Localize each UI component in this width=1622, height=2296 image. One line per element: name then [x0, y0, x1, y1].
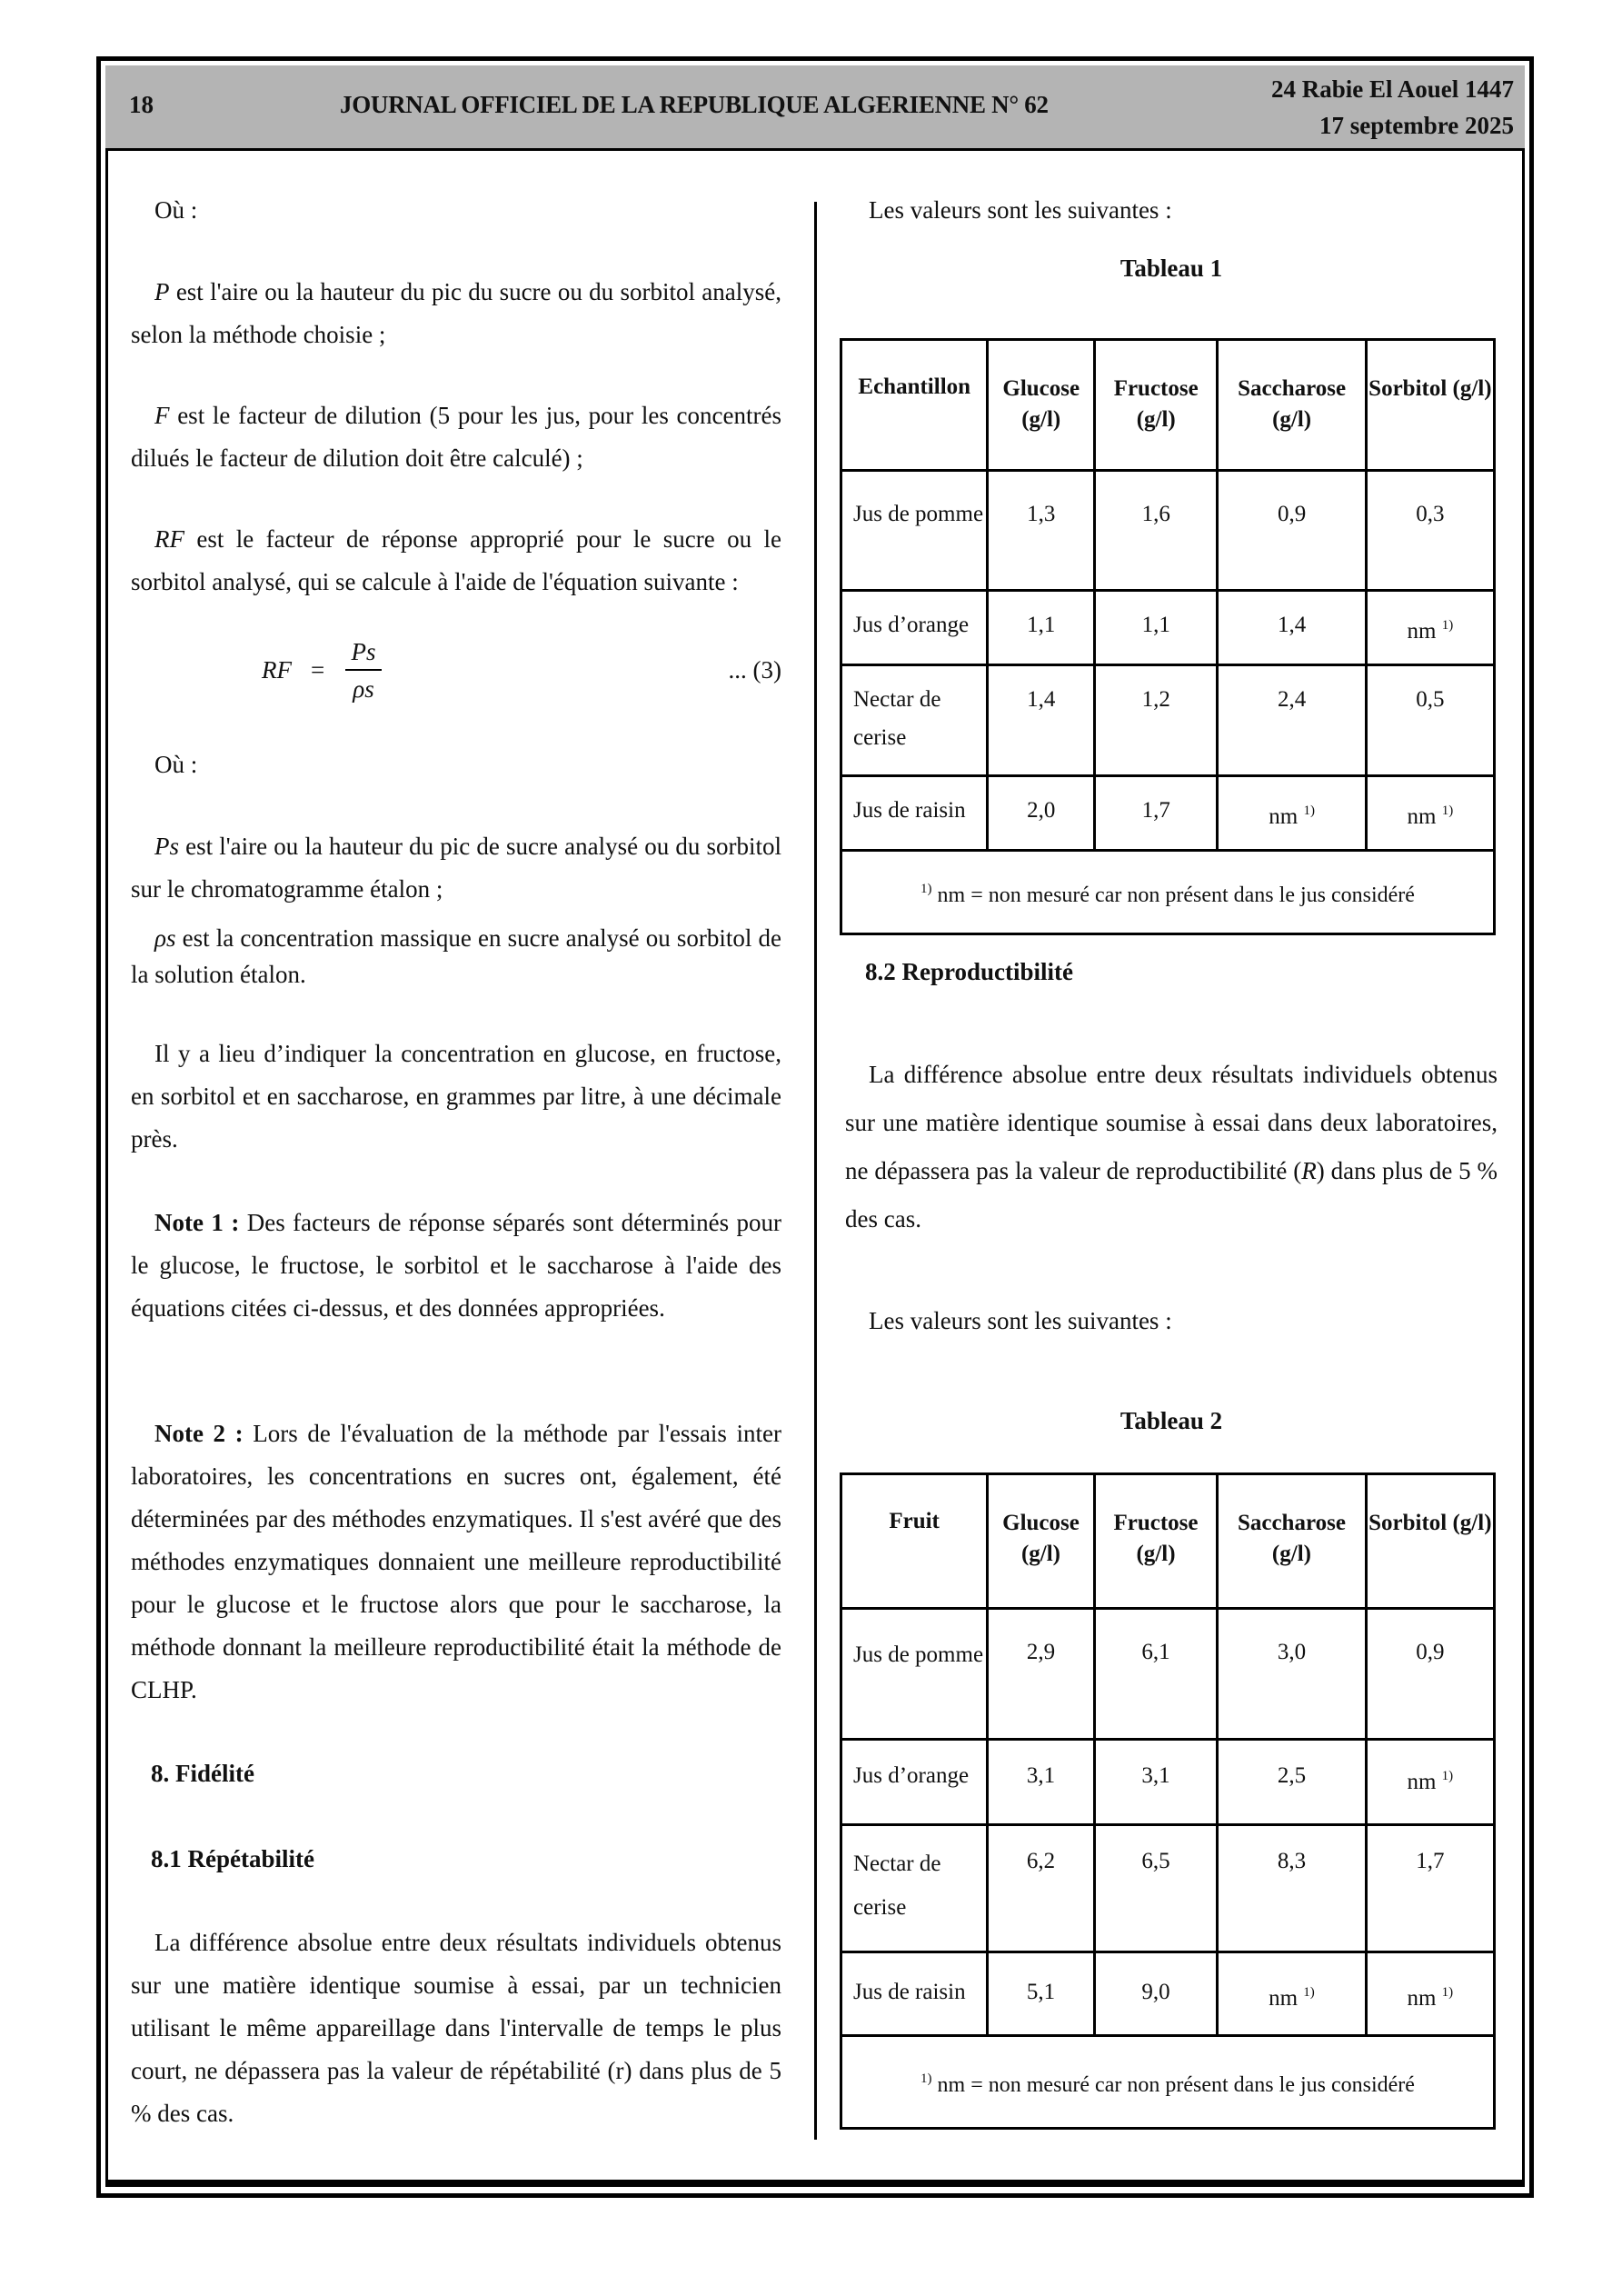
formula-denominator: ρs: [353, 675, 374, 703]
formula-rf: [131, 636, 781, 718]
table-footnote: $^{1)}$ nm = non mesuré car non présent dans le jus considéré: [841, 851, 1495, 934]
cell: 0,3: [1366, 471, 1494, 591]
journal-title: JOURNAL OFFICIEL DE LA REPUBLIQUE ALGERIENNE N° 62: [340, 91, 1049, 118]
row-label: Jus de pomme: [841, 471, 988, 591]
table-row: [841, 665, 1495, 776]
values-intro-1: Les valeurs sont les suivantes :: [869, 196, 1172, 224]
date-hijri: 24 Rabie El Aouel 1447: [1270, 75, 1514, 103]
note-1-label: Note 1 :: [154, 1209, 240, 1236]
cell: nm $^{1)}$: [1366, 591, 1494, 665]
row-label: Nectar de cerise: [841, 1825, 988, 1952]
row-label: Jus d’orange: [841, 591, 988, 665]
cell: 0,9: [1366, 1609, 1494, 1740]
table-row: [841, 776, 1495, 851]
column-header: Fructose (g/l): [1095, 340, 1218, 471]
footnote-mark: 1): [1441, 804, 1454, 818]
cell: 3,1: [988, 1740, 1095, 1825]
var-f: F: [154, 402, 170, 429]
note-2-label: Note 2 :: [154, 1420, 244, 1447]
cell: 1,4: [988, 665, 1095, 776]
table-1-title: Tableau 1: [1119, 255, 1223, 282]
cell: 6,2: [988, 1825, 1095, 1952]
footnote-mark: 1): [1441, 1769, 1454, 1783]
var-r: R: [1301, 1157, 1317, 1184]
var-rhos: ρs: [154, 924, 176, 952]
section-heading-8-2: 8.2 Reproductibilité: [865, 958, 1073, 985]
table-row: [841, 1609, 1495, 1740]
row-label: Jus d’orange: [841, 1740, 988, 1825]
column-header: Sorbitol (g/l): [1366, 340, 1494, 471]
cell: 1,1: [988, 591, 1095, 665]
definition-ps: Ps est l'aire ou la hauteur du pic de sucre analysé ou du sorbitol sur le chromatogramme étalon ;: [131, 833, 781, 903]
row-label: Nectar de cerise: [841, 665, 988, 776]
cell: 1,3: [988, 471, 1095, 591]
cell: 8,3: [1218, 1825, 1366, 1952]
table-row: [841, 1825, 1495, 1952]
ou-label-1: Où :: [154, 196, 198, 224]
table-2-footnote-row: [841, 2036, 1495, 2129]
definition-f: F est le facteur de dilution (5 pour les jus, pour les concentrés dilués le facteur de dilution doit être calculé) ;: [131, 402, 781, 472]
journal-header: [105, 65, 1525, 151]
section-heading-8-1: 8.1 Répétabilité: [151, 1845, 314, 1872]
cell: nm $^{1)}$: [1366, 1740, 1494, 1825]
column-divider: [814, 202, 817, 2140]
table-2: [840, 1472, 1496, 2130]
formula-numerator: Ps: [351, 638, 376, 665]
cell: 0,5: [1366, 665, 1494, 776]
formula-fraction: [345, 636, 382, 705]
definition-rf: RF est le facteur de réponse approprié pour le sucre ou le sorbitol analysé, qui se calcule à l'aide de l'équation suivante :: [131, 525, 781, 595]
footnote-mark: 1): [1303, 804, 1315, 818]
definition-p: P est l'aire ou la hauteur du pic du sucre ou du sorbitol analysé, selon la méthode choisie ;: [131, 278, 781, 348]
cell: 1,1: [1095, 591, 1218, 665]
column-header: Saccharose (g/l): [1218, 340, 1366, 471]
note-2: Note 2 : Lors de l'évaluation de la méthode par l'essais inter laboratoires, les concentrations en sucres ont, également, été déterminées par des méthodes enzymatiques. Il s'est avéré que des méthodes enzymatiques donnaient une meilleure reproductibilité pour le glucose et le fructose alors que pour le saccharose, la méthode donnant la meilleure reproductibilité était la méthode de CLHP.: [131, 1420, 781, 1703]
indication-paragraph: Il y a lieu d’indiquer la concentration en glucose, en fructose, en sorbitol et en saccharose, en grammes par litre, à une décimale près.: [131, 1040, 781, 1153]
footnote-mark: 1): [1303, 1985, 1315, 2000]
var-rf: RF: [154, 525, 184, 553]
fraction-bar: [345, 669, 382, 671]
date-gregorian: 17 septembre 2025: [1319, 112, 1514, 139]
footnote-mark: 1): [1441, 1985, 1454, 2000]
table-row: [841, 471, 1495, 591]
table-row: [841, 1952, 1495, 2036]
column-header: Glucose (g/l): [988, 1474, 1095, 1609]
formula-equals: =: [311, 656, 325, 684]
cell: 2,0: [988, 776, 1095, 851]
cell: 6,1: [1094, 1609, 1217, 1740]
equation-number: ... (3): [728, 656, 781, 684]
cell: 2,9: [988, 1609, 1095, 1740]
values-intro-2: Les valeurs sont les suivantes :: [869, 1307, 1172, 1334]
cell: 3,1: [1094, 1740, 1217, 1825]
reproducibility-paragraph: La différence absolue entre deux résultats individuels obtenus sur une matière identique soumise à essai dans deux laboratoires, ne dépassera pas la valeur de reproductibilité (R) dans plus de 5 % des cas.: [845, 1061, 1498, 1233]
column-header: Echantillon: [841, 340, 988, 471]
var-p: P: [154, 278, 170, 305]
section-heading-8: 8. Fidélité: [151, 1760, 254, 1787]
cell: 5,1: [988, 1952, 1095, 2036]
cell: 2,4: [1218, 665, 1366, 776]
column-header: Fructose (g/l): [1094, 1474, 1217, 1609]
cell: 6,5: [1094, 1825, 1217, 1952]
formula-lhs: RF: [262, 656, 292, 684]
cell: nm $^{1)}$: [1218, 776, 1366, 851]
cell: nm $^{1)}$: [1218, 1952, 1366, 2036]
cell: 1,4: [1218, 591, 1366, 665]
var-ps: Ps: [154, 833, 179, 860]
column-header: Glucose (g/l): [988, 340, 1095, 471]
footnote-mark: 1): [1441, 618, 1454, 633]
cell: nm $^{1)}$: [1366, 776, 1494, 851]
column-header: Saccharose (g/l): [1218, 1474, 1366, 1609]
cell: 0,9: [1218, 471, 1366, 591]
cell: 1,2: [1095, 665, 1218, 776]
cell: 1,6: [1095, 471, 1218, 591]
table-row: [841, 1740, 1495, 1825]
cell: 1,7: [1095, 776, 1218, 851]
cell: 9,0: [1094, 1952, 1217, 2036]
cell: 2,5: [1218, 1740, 1366, 1825]
cell: 1,7: [1366, 1825, 1494, 1952]
page-bottom-rule: [105, 2180, 1525, 2185]
column-header: Sorbitol (g/l): [1366, 1474, 1494, 1609]
cell: 3,0: [1218, 1609, 1366, 1740]
table-1-header-row: [841, 340, 1495, 471]
table-2-header-row: [841, 1474, 1495, 1609]
cell: nm $^{1)}$: [1366, 1952, 1494, 2036]
repeatability-paragraph: La différence absolue entre deux résultats individuels obtenus sur une matière identique soumise à essai, par un technicien utilisant le même appareillage dans l'intervalle de temps le plus court, ne dépassera pas la valeur de répétabilité (r) dans plus de 5 % des cas.: [131, 1929, 781, 2127]
table-1: [840, 338, 1496, 935]
definition-rhos: ρs est la concentration massique en sucre analysé ou sorbitol de la solution étalon.: [131, 924, 781, 988]
table-1-footnote-row: [841, 851, 1495, 934]
row-label: Jus de raisin: [841, 776, 988, 851]
column-header: Fruit: [841, 1474, 988, 1609]
issue-date: [1271, 71, 1514, 144]
page-number: 18: [129, 91, 154, 118]
table-footnote: $^{1)}$ nm = non mesuré car non présent dans le jus considéré: [841, 2036, 1495, 2129]
row-label: Jus de pomme: [841, 1609, 988, 1740]
note-1: Note 1 : Des facteurs de réponse séparés sont déterminés pour le glucose, le fructose, le sorbitol et le saccharose à l'aide des équations citées ci-dessus, et des données appropriées.: [131, 1209, 781, 1322]
ou-label-2: Où :: [154, 751, 198, 778]
table-row: [841, 591, 1495, 665]
row-label: Jus de raisin: [841, 1952, 988, 2036]
table-2-title: Tableau 2: [1119, 1407, 1223, 1434]
